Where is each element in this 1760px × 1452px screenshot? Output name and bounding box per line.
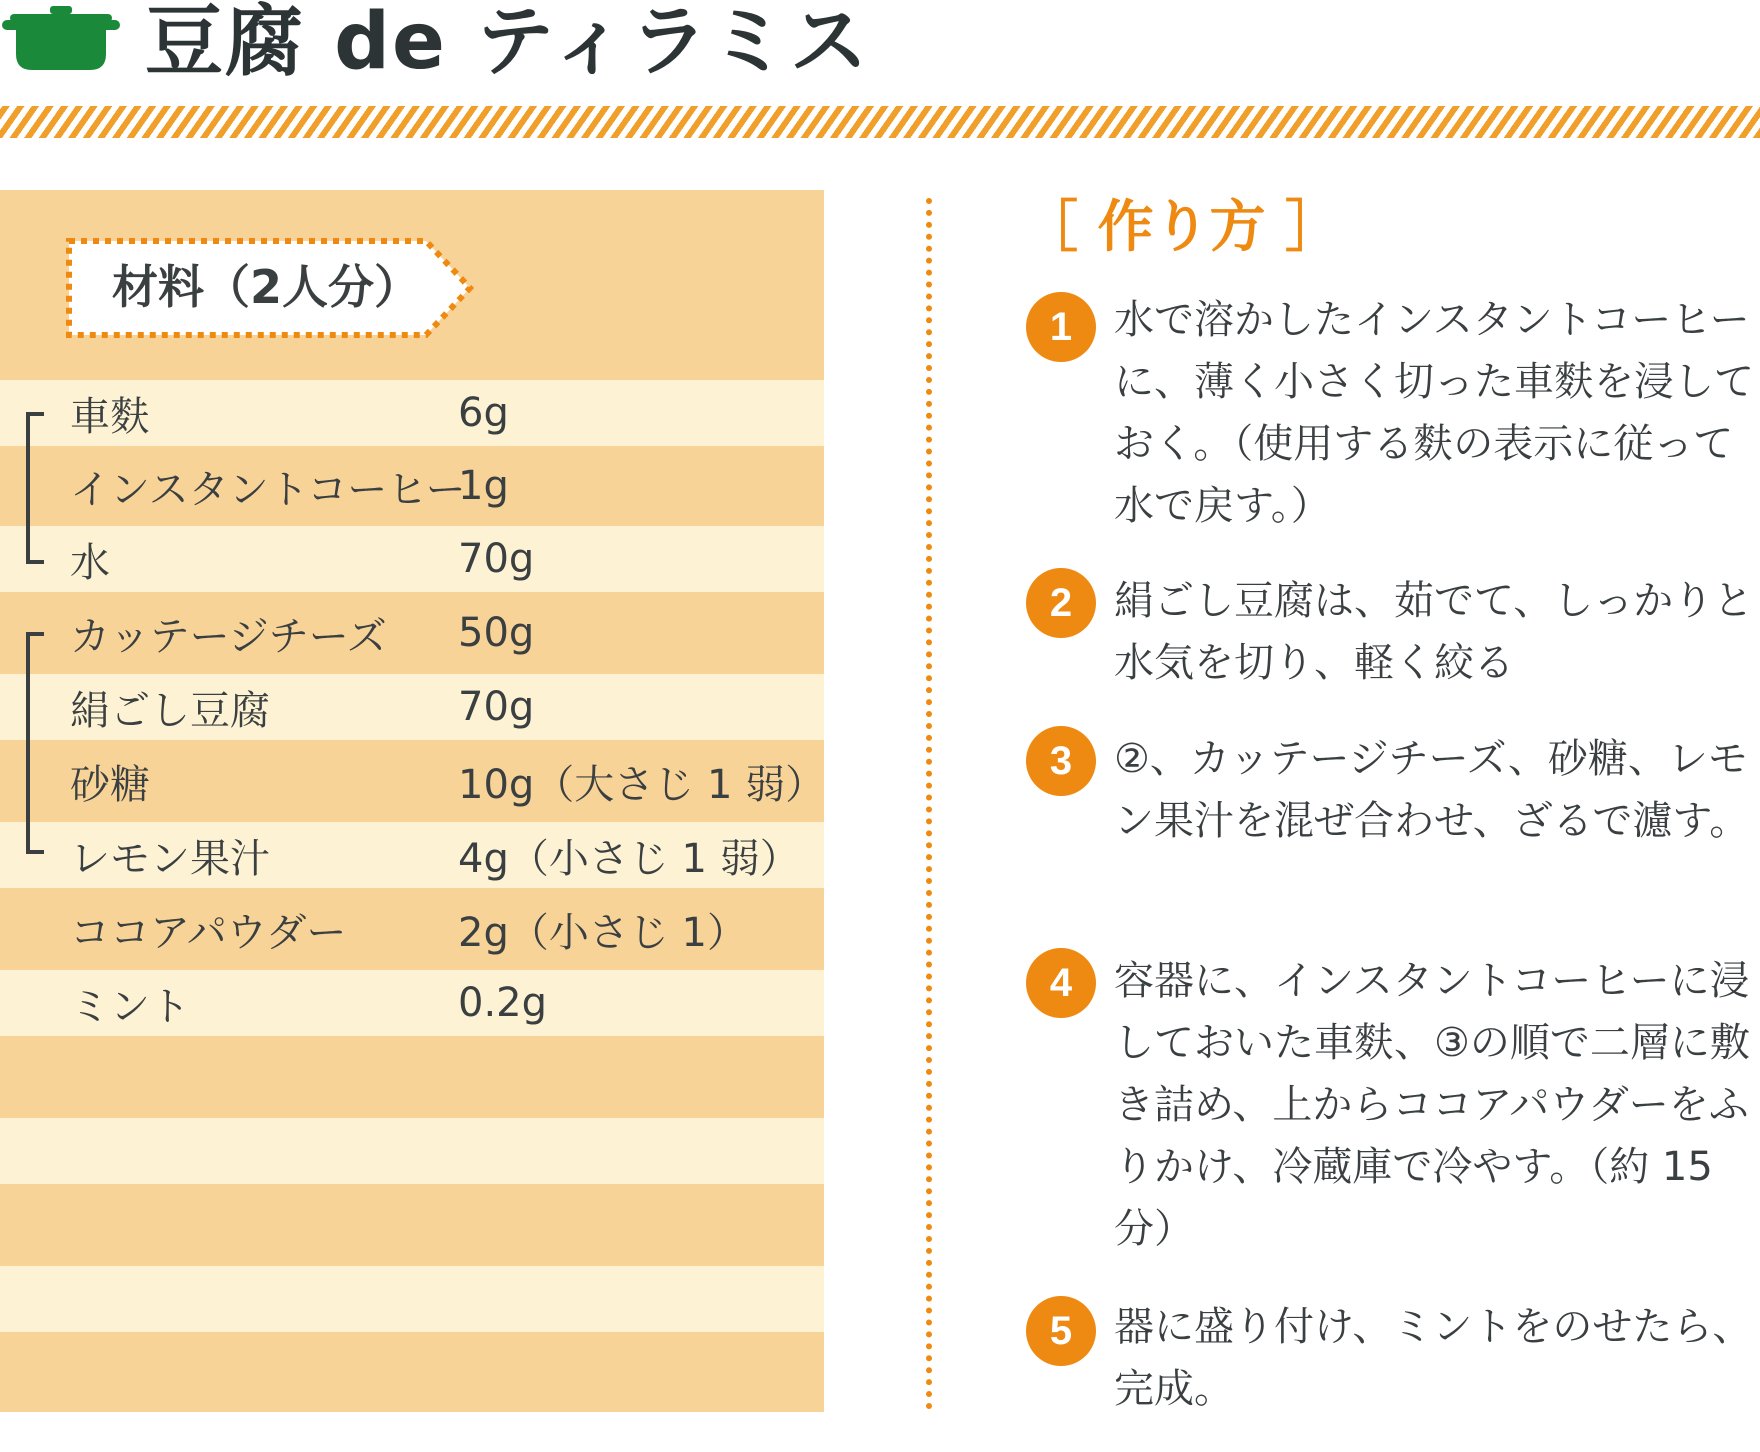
step-number-badge: 1: [1026, 292, 1096, 362]
step-number-badge: 2: [1026, 568, 1096, 638]
ingredient-amount: 4g（小さじ 1 弱）: [458, 835, 800, 882]
ingredient-name: 絹ごし豆腐: [70, 687, 270, 734]
row-band: [0, 1118, 824, 1184]
ingredient-name: カッテージチーズ: [70, 613, 387, 660]
ingredient-amount: 70g: [458, 684, 535, 730]
ingredient-amount: 0.2g: [458, 980, 548, 1026]
ingredient-row: [0, 970, 824, 1036]
row-band: [0, 1184, 824, 1266]
page-title: 豆腐 de ティラミス: [145, 0, 870, 87]
ingredient-amount: 50g: [458, 610, 535, 656]
ingredient-amount: 10g（大さじ 1 弱）: [458, 761, 826, 808]
step-text: 器に盛り付け、ミントをのせたら、完成。: [1114, 1304, 1753, 1412]
ingredient-row: [0, 592, 824, 674]
pot-icon: [2, 4, 120, 74]
ingredient-name: ココアパウダー: [70, 909, 347, 956]
ingredient-name: インスタントコーヒー: [70, 466, 466, 513]
method-heading: ［ 作り方 ］: [1022, 195, 1341, 260]
ingredient-name: ミント: [70, 983, 190, 1030]
ingredient-name: レモン果汁: [70, 835, 270, 882]
ingredient-row: [0, 446, 824, 526]
ingredient-name: 車麩: [70, 393, 150, 440]
ingredient-row: [0, 822, 824, 888]
step-text: 絹ごし豆腐は、茹でて、しっかりと水気を切り、軽く絞る: [1114, 578, 1754, 686]
step-text: 水で溶かしたインスタントコーヒーに、薄く小さく切った車麩を浸しておく。（使用する麩の表示に従って水で戻す。）: [1114, 297, 1754, 529]
row-band: [0, 1036, 824, 1118]
ingredient-row: [0, 526, 824, 592]
ingredient-name: 水: [70, 539, 110, 586]
ingredient-row: [0, 380, 824, 446]
dotted-divider: [926, 198, 932, 1410]
step-text: 容器に、インスタントコーヒーに浸しておいた車麩、③の順で二層に敷き詰め、上からココアパウダーをふりかけ、冷蔵庫で冷やす。（約 15 分）: [1114, 958, 1750, 1252]
ingredient-row: [0, 888, 824, 970]
step-number-badge: 4: [1026, 948, 1096, 1018]
step-text: ②、カッテージチーズ、砂糖、レモン果汁を混ぜ合わせ、ざるで濾す。: [1114, 736, 1750, 844]
ingredient-row: [0, 674, 824, 740]
ingredient-amount: 70g: [458, 536, 535, 582]
ingredient-amount: 6g: [458, 390, 509, 436]
step-number-badge: 5: [1026, 1296, 1096, 1366]
ingredients-heading: 材料（2人分）: [112, 260, 421, 314]
ingredient-row: [0, 740, 824, 822]
ingredient-amount: 2g（小さじ 1）: [458, 909, 748, 956]
ingredient-amount: 1g: [458, 463, 509, 509]
step-number-badge: 3: [1026, 726, 1096, 796]
header-stripe-divider: [0, 106, 1760, 138]
row-band: [0, 1332, 824, 1412]
ingredient-name: 砂糖: [70, 761, 150, 808]
row-band: [0, 1266, 824, 1332]
